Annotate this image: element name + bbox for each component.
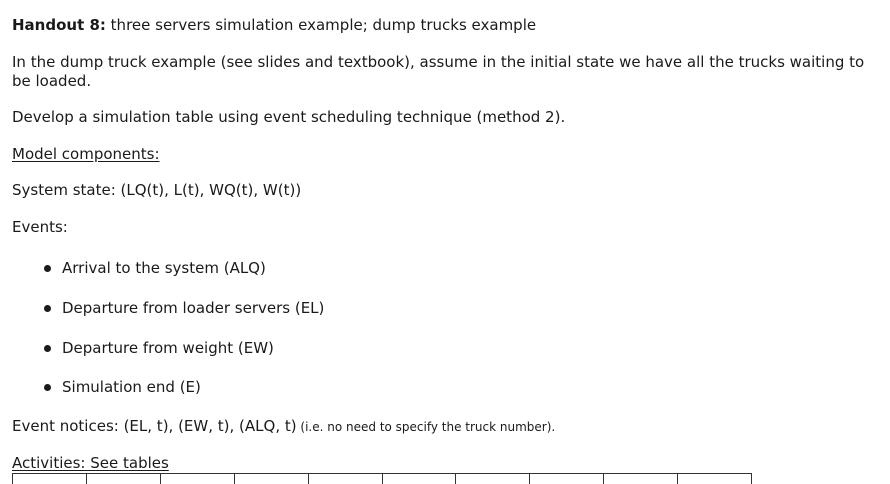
activities-line: Activities: See tables — [12, 454, 169, 472]
model-components-heading: Model components: — [12, 145, 160, 163]
bullet-icon — [44, 345, 51, 352]
table-cell — [603, 474, 677, 484]
develop-paragraph: Develop a simulation table using event scheduling technique (method 2). — [12, 108, 566, 126]
table-cell — [529, 474, 603, 484]
table-cell — [160, 474, 234, 484]
bullet-icon — [44, 305, 51, 312]
system-state: System state: (LQ(t), L(t), WQ(t), W(t)) — [12, 181, 302, 199]
bullet-icon — [44, 384, 51, 391]
handout-heading — [12, 16, 536, 35]
activities-table-top — [12, 473, 752, 484]
event-notices-main: Event notices: (EL, t), (EW, t), (ALQ, t) — [12, 417, 297, 435]
intro-paragraph: In the dump truck example (see slides and textbook), assume in the initial state we have all the trucks waiting to be loaded. — [12, 53, 865, 90]
table-cell — [308, 474, 382, 484]
bullet-icon — [44, 265, 51, 272]
event-text: Simulation end (E) — [62, 378, 201, 396]
table-cell — [234, 474, 308, 484]
event-text: Departure from loader servers (EL) — [62, 299, 325, 317]
handout-title: three servers simulation example; dump trucks example — [105, 16, 537, 34]
table-cell — [455, 474, 529, 484]
event-notices-note: (i.e. no need to specify the truck number). — [296, 420, 556, 434]
handout-label: Handout 8: — [12, 16, 106, 34]
table-cell — [382, 474, 456, 484]
event-notices — [12, 417, 555, 437]
event-text: Arrival to the system (ALQ) — [62, 259, 266, 277]
table-cell — [12, 474, 86, 484]
table-cell — [677, 474, 752, 484]
events-label: Events: — [12, 218, 68, 236]
table-cell — [86, 474, 160, 484]
event-text: Departure from weight (EW) — [62, 339, 274, 357]
